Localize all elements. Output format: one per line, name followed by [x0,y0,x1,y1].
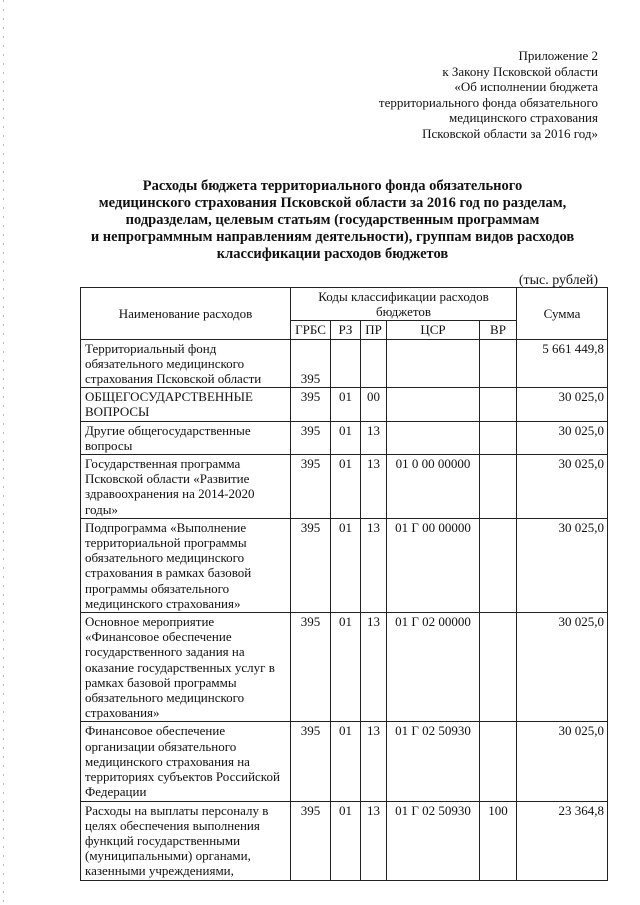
row-sum: 30 025,0 [517,455,608,519]
row-rz [331,339,361,388]
row-rz: 01 [331,722,361,801]
row-vr [480,455,517,519]
row-vr [480,722,517,801]
row-rz: 01 [331,421,361,454]
header-rz: РЗ [331,321,361,339]
appendix-line: «Об исполнении бюджета [454,79,598,95]
table-row [81,613,608,722]
table-row [81,518,608,612]
row-csr: 01 Г 02 50930 [387,722,480,801]
table-row [81,722,608,801]
header-grbs: ГРБС [291,321,331,339]
header-vr: ВР [480,321,517,339]
row-csr: 01 Г 00 00000 [387,518,480,612]
row-name: Государственная программа Псковской области «Развитие здравоохранения на 2014-2020 годы» [81,455,291,519]
appendix-line: Псковской области за 2016 год» [422,125,598,141]
row-sum: 30 025,0 [517,613,608,722]
title-line: медицинского страхования Псковской области за 2016 год по разделам, [98,195,567,211]
row-name: ОБЩЕГОСУДАРСТВЕННЫЕ ВОПРОСЫ [81,388,291,421]
row-grbs: 395 [291,518,331,612]
row-pr: 13 [361,801,387,880]
row-pr: 13 [361,518,387,612]
row-grbs: 395 [291,801,331,880]
row-csr: 01 Г 02 00000 [387,613,480,722]
row-pr: 13 [361,722,387,801]
row-vr [480,613,517,722]
appendix-line: Приложение 2 [518,48,598,63]
row-grbs: 395 [291,388,331,421]
row-name: Другие общегосударственные вопросы [81,421,291,454]
appendix-line: к Закону Псковской области [442,63,598,79]
row-rz: 01 [331,518,361,612]
appendix-block [379,48,598,142]
row-pr: 00 [361,388,387,421]
row-rz: 01 [331,455,361,519]
row-vr: 100 [480,801,517,880]
row-grbs: 395 [291,421,331,454]
row-name: Расходы на выплаты персоналу в целях обеспечения выполнения функций государственными (муниципальными) органами, казенными учреждениями, [81,801,291,880]
table-row [81,801,608,880]
header-row [81,288,608,321]
row-csr [387,421,480,454]
title-line: классификации расходов бюджетов [216,246,449,262]
document-title [60,178,605,263]
row-pr: 13 [361,613,387,722]
row-name: Основное мероприятие «Финансовое обеспечение государственного задания на оказание государственных услуг в рамках базовой программы обязательного медицинского страхования» [81,613,291,722]
row-csr [387,388,480,421]
row-csr [387,339,480,388]
row-sum: 30 025,0 [517,518,608,612]
header-sum: Сумма [517,288,608,340]
table-row [81,388,608,421]
header-codes: Коды классификации расходов бюджетов [291,288,517,321]
row-rz: 01 [331,613,361,722]
appendix-line: территориального фонда обязательного [378,94,598,110]
row-grbs: 395 [291,455,331,519]
row-pr [361,339,387,388]
row-name: Территориальный фонд обязательного медицинского страхования Псковской области [81,339,291,388]
units-label: (тыс. рублей) [518,273,598,288]
header-name: Наименование расходов [81,288,291,340]
row-sum: 5 661 449,8 [517,339,608,388]
row-csr: 01 Г 02 50930 [387,801,480,880]
row-name: Подпрограмма «Выполнение территориальной программы обязательного медицинского страхования в рамках базовой программы обязательного медицинского страхования» [81,518,291,612]
row-vr [480,518,517,612]
appendix-line: медицинского страхования [449,110,598,126]
row-sum: 30 025,0 [517,421,608,454]
table-row [81,455,608,519]
row-csr: 01 0 00 00000 [387,455,480,519]
row-vr [480,339,517,388]
row-sum: 23 364,8 [517,801,608,880]
title-line: Расходы бюджета территориального фонда обязательного [142,178,523,194]
row-rz: 01 [331,801,361,880]
row-grbs: 395 [291,613,331,722]
table-row [81,421,608,454]
row-name: Финансовое обеспечение организации обязательного медицинского страхования на территориях субъектов Российской Федерации [81,722,291,801]
row-grbs: 395 [291,722,331,801]
header-pr: ПР [361,321,387,339]
scan-edge-marks [3,0,4,905]
table-row [81,339,608,388]
row-pr: 13 [361,455,387,519]
title-line: подразделам, целевым статьям (государственным программам [125,212,540,228]
row-grbs: 395 [291,339,331,388]
row-vr [480,388,517,421]
row-sum: 30 025,0 [517,388,608,421]
title-line: и непрограммным направлениям деятельности), группам видов расходов [90,229,575,245]
header-csr: ЦСР [387,321,480,339]
row-rz: 01 [331,388,361,421]
row-vr [480,421,517,454]
expenses-table [80,287,608,881]
row-sum: 30 025,0 [517,722,608,801]
row-pr: 13 [361,421,387,454]
